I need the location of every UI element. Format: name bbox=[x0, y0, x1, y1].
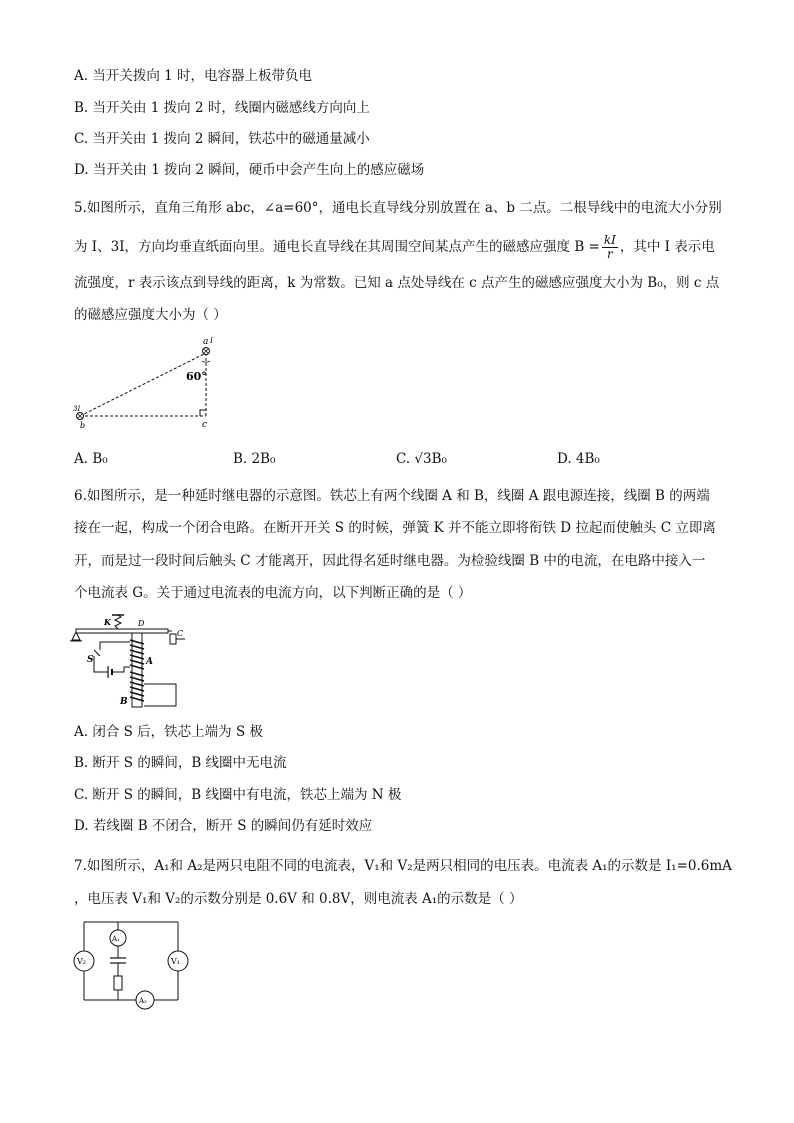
q6-iron-core bbox=[132, 633, 142, 707]
q6-relay-figure bbox=[70, 612, 200, 712]
q6-label-d: D bbox=[138, 619, 145, 628]
q6-option-d: D. 若线圈 B 不闭合，断开 S 的瞬间仍有延时效应 bbox=[74, 818, 373, 834]
q5-label-3I: 3I bbox=[73, 405, 81, 413]
q4-option-b: B. 当开关由 1 拨向 2 时，线圈内磁感线方向向上 bbox=[74, 100, 370, 116]
q6-line-4: 个电流表 G。关于通过电流表的电流方向，以下判断正确的是（ ） bbox=[74, 585, 472, 601]
q5-option-b: B. 2B₀ bbox=[233, 451, 276, 467]
q6-label-k: K bbox=[104, 617, 111, 627]
q5-frac-num: kI bbox=[603, 233, 616, 247]
q6-label-c: C bbox=[177, 629, 184, 638]
q7-label-a2: A₂ bbox=[139, 997, 147, 1005]
q5-line-1: 5.如图所示，直角三角形 abc，∠a=60°，通电长直导线分别放置在 a、b 二点。二根导线中的电流大小分别 bbox=[74, 200, 722, 216]
q5-edge-ab bbox=[80, 353, 206, 416]
q5-angle-arc bbox=[202, 361, 210, 362]
q6-label-a: A bbox=[146, 657, 153, 667]
q5-line-2-pre: 为 I、3I，方向均垂直纸面向里。通电长直导线在其周围空间某点产生的磁感应强度 B = bbox=[74, 239, 600, 255]
q5-line-3: 流强度，r 表示该点到导线的距离，k 为常数。已知 a 点处导线在 c 点产生的磁感应强度大小为 B₀，则 c 点 bbox=[74, 275, 720, 291]
q5-label-I: I bbox=[210, 337, 213, 345]
q5-option-d: D. 4B₀ bbox=[557, 451, 600, 467]
q7-line-2: ，电压表 V₁和 V₂的示数分别是 0.6V 和 0.8V，则电流表 A₁的示数是（ ） bbox=[74, 891, 523, 907]
q6-switch-s bbox=[94, 650, 100, 656]
q5-wire-a-into-page-icon bbox=[203, 348, 210, 355]
q6-contact-c bbox=[170, 634, 176, 644]
q5-option-a: A. B₀ bbox=[74, 451, 108, 467]
q5-formula-fraction bbox=[602, 234, 618, 261]
q6-label-s: S bbox=[87, 655, 94, 665]
q6-line-2: 接在一起，构成一个闭合电路。在断开开关 S 的时候，弹簧 K 并不能立即将衔铁 D 拉起而使触头 C 立即离 bbox=[74, 520, 716, 536]
q5-option-c-prefix: C. √3 bbox=[396, 451, 432, 467]
q5-line-2-post: ，其中 I 表示电 bbox=[619, 239, 715, 255]
q7-circuit-figure bbox=[70, 918, 190, 1010]
q7-label-v1: V₁ bbox=[171, 957, 180, 966]
q5-frac-den: r bbox=[607, 247, 613, 261]
q5-label-c: c bbox=[202, 420, 208, 430]
q5-option-c-suffix: B₀ bbox=[431, 451, 447, 467]
q5-label-angle: 60° bbox=[186, 370, 207, 383]
q6-armature-d bbox=[76, 629, 168, 633]
q5-line-2 bbox=[74, 234, 715, 261]
q7-line-1: 7.如图所示，A₁和 A₂是两只电阻不同的电流表，V₁和 V₂是两只相同的电压表。电流表 A₁的示数是 I₁=0.6mA bbox=[74, 858, 732, 874]
q7-label-a1: A₁ bbox=[112, 935, 120, 943]
q6-line-1: 6.如图所示，是一种延时继电器的示意图。铁芯上有两个线圈 A 和 B，线圈 A 跟电源连接，线圈 B 的两端 bbox=[74, 488, 710, 504]
q6-option-c: C. 断开 S 的瞬间，B 线圈中有电流，铁芯上端为 N 极 bbox=[74, 787, 402, 803]
q6-coil-b-loop bbox=[144, 684, 176, 706]
q5-right-angle-mark bbox=[200, 410, 206, 416]
q5-option-c bbox=[396, 449, 447, 469]
q5-triangle-figure bbox=[70, 335, 230, 430]
q6-line-3: 开，而是过一段时间后触头 C 才能离开，因此得名延时继电器。为检验线圈 B 中的电流，在电路中接入一 bbox=[74, 553, 706, 569]
q4-option-d: D. 当开关由 1 拨向 2 瞬间，硬币中会产生向上的感应磁场 bbox=[74, 162, 425, 178]
q6-label-b: B bbox=[120, 697, 128, 707]
q5-label-b: b bbox=[80, 421, 86, 430]
q5-line-4: 的磁感应强度大小为（ ） bbox=[74, 307, 227, 323]
q7-label-v2: V₂ bbox=[77, 957, 86, 966]
q7-resistor bbox=[114, 976, 122, 990]
q6-spring-k bbox=[115, 615, 121, 629]
q6-option-a: A. 闭合 S 后，铁芯上端为 S 极 bbox=[74, 724, 263, 740]
q5-label-a: a bbox=[203, 337, 209, 347]
q4-option-a: A. 当开关拨向 1 时，电容器上板带负电 bbox=[74, 68, 313, 84]
q5-wire-b-into-page-icon bbox=[77, 413, 84, 420]
q4-option-c: C. 当开关由 1 拨向 2 瞬间，铁芯中的磁通量减小 bbox=[74, 131, 370, 147]
q6-option-b: B. 断开 S 的瞬间，B 线圈中无电流 bbox=[74, 755, 287, 771]
